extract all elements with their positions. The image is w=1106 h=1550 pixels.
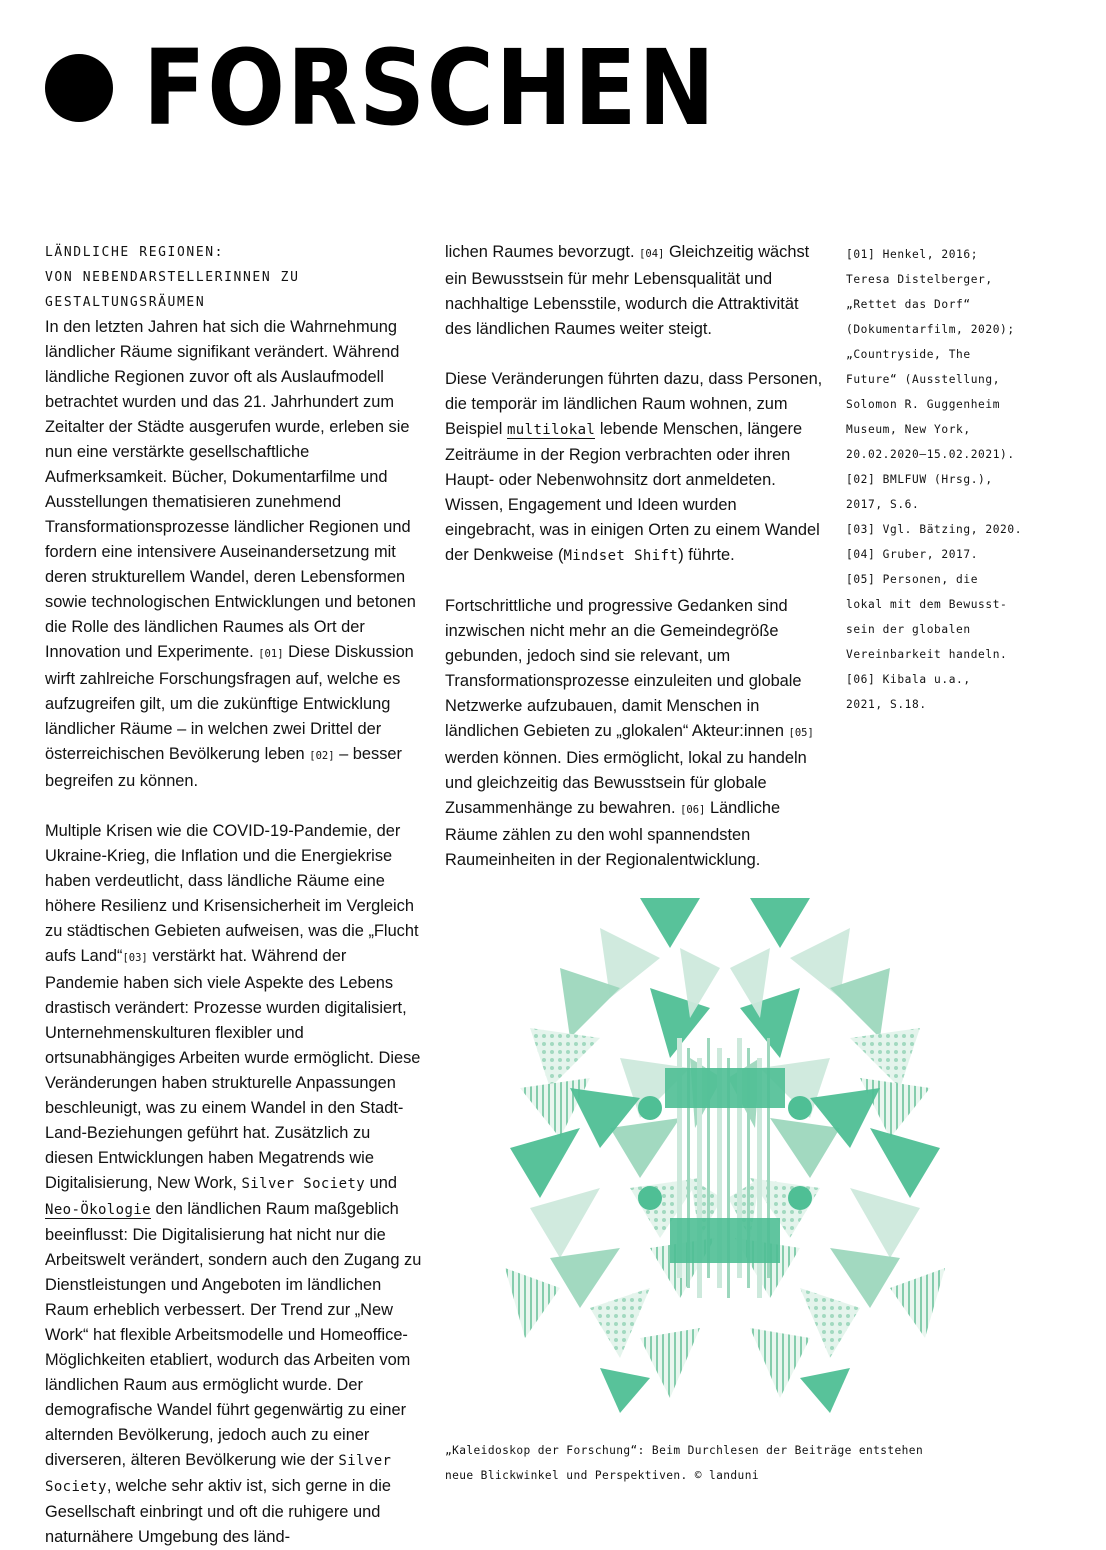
paragraph-text: , welche sehr aktiv ist, sich gerne in die Gesellschaft einbringt und oft die ruhigere und naturnähere Umgebung des länd- [45,1477,392,1546]
paragraph-text: lichen Raumes bevorzugt. [445,243,635,261]
kaleidoscope-triangle [510,1128,580,1198]
kaleidoscope-triangle [750,1328,810,1398]
footnote-line: Museum, New York, [846,423,971,436]
footnote-line: 20.02.2020–15.02.2021). [846,448,1015,461]
section-heading-line-3: GESTALTUNGSRÄUMEN [45,295,206,310]
kaleidoscope-triangle [640,898,700,948]
kaleidoscope-block [665,1068,785,1108]
footnote-line: Teresa Distelberger, [846,273,993,286]
footnote-line: „Countryside, The [846,348,971,361]
kaleidoscope-circle [638,1186,662,1210]
kaleidoscope-block [670,1218,780,1263]
paragraph-text: werden können. Dies ermöglicht, lokal zu handeln und gleichzeitig das Bewusstsein für globale Zusammenhänge zu bewahren. [445,749,807,817]
term-mindset-shift: Mindset Shift [563,548,679,564]
caption-line-2: neue Blickwinkel und Perspektiven. © landuni [445,1469,759,1482]
footnote-line: [05] Personen, die [846,573,979,586]
paragraph-text: verstärkt hat. Während der Pandemie haben sich viele Aspekte des Lebens drastisch verändert: Prozesse wurden digitalisiert, Unternehmenskulturen flexibler und ortsunabhängiges Arbeiten wurde ermöglicht. Diese Veränderungen haben strukturelle Anpassungen beschleunigt, was zu einem Wandel in den Stadt-Land-Beziehungen geführt hat. Zusätzlich zu diesen Entwicklungen haben Megatrends wie Digitalisierung, New Work, [45,947,421,1192]
kaleidoscope-triangle [550,1248,620,1308]
bullet-dot-icon [45,54,113,122]
kaleidoscope-triangle [590,1288,650,1358]
paragraph-text: Fortschrittliche und progressive Gedanken sind inzwischen nicht mehr an die Gemeindegröße gebunden, jedoch sind sie relevant, um Transformationsprozesse einzuleiten und globale Netzwerke aufzubauen, damit Menschen in ländlichen Gebieten zu „glokalen“ Akteur:innen [445,597,802,740]
footnote-ref: [02] [309,750,335,762]
paragraph-text: Diese Diskussion wirft zahlreiche Forschungsfragen auf, welche es aufzugreifen gilt, um die zukünftige Entwicklung ländlicher Räume – in welchen zwei Drittel der österreichischen Bevölkerung leben [45,643,414,763]
footnote-ref: [05] [788,727,814,739]
kaleidoscope-triangle [750,898,810,948]
term-silver-society: Silver Society [241,1176,366,1192]
paragraph-text: In den letzten Jahren hat sich die Wahrnehmung ländlicher Räume signifikant verändert. Während ländliche Regionen zuvor oft als Auslaufmodell betrachtet wurden und das 21. Jahrhundert zum Zeitalter der Städte ausgerufen wurde, erleben sie nun eine verstärkte gesellschaftliche Aufmerksamkeit. Bücher, Dokumentarfilme und Ausstellungen thematisieren zunehmend Transformationsprozesse ländlicher Regionen und fordern eine intensivere Auseinandersetzung mit deren strukturellem Wandel, deren Lebensformen sowie technologischen Entwicklungen und betonen die Rolle des ländlichen Raumes als Ort der Innovation und Experimente. [45,318,416,661]
footnote-line: „Rettet das Dorf“ [846,298,971,311]
footnote-line: lokal mit dem Bewusst- [846,598,1008,611]
footnote-line: [06] Kibala u.a., [846,673,971,686]
footnote-ref: [03] [122,952,148,964]
kaleidoscope-triangle [860,1078,930,1138]
section-heading-line-2: VON NEBENDARSTELLERINNEN ZU [45,270,300,285]
page-header [45,27,795,149]
term-neo-oekologie: Neo-Ökologie [45,1202,151,1218]
caption-line-1: „Kaleidoskop der Forschung“: Beim Durchlesen der Beiträge entstehen [445,1444,924,1457]
paragraph [445,594,823,873]
figure-caption [445,1438,1065,1488]
kaleidoscope-circle [788,1096,812,1120]
footnote-line: 2017, S.6. [846,498,920,511]
paragraph-text: Gleichzeitig wächst ein Bewusstsein für mehr Lebensqualität und nachhaltige Lebensstile, wodurch die Attraktivität des ländlichen Raumes weiter steigt. [445,243,810,338]
kaleidoscope-triangle [800,1288,860,1358]
kaleidoscope-triangle [890,1268,945,1338]
kaleidoscope-image [500,888,950,1420]
kaleidoscope-triangle [640,1328,700,1398]
paragraph-text: ) führte. [678,546,735,564]
footnote-line: Solomon R. Guggenheim [846,398,1001,411]
kaleidoscope-triangle [800,1368,850,1413]
kaleidoscope-triangle [600,1368,650,1413]
section-heading-line-1: LÄNDLICHE REGIONEN: [45,245,225,260]
page-title: FORSCHEN [143,27,717,149]
footnotes [846,242,1066,717]
footnote-line: [01] Henkel, 2016; [846,248,979,261]
paragraph-text: Multiple Krisen wie die COVID-19-Pandemie, der Ukraine-Krieg, die Inflation und die Energiekrise haben verdeutlicht, dass ländliche Räume eine höhere Resilienz und Krisensicherheit im Vergleich zu städtischen Gebieten aufweisen, was die „Flucht aufs Land“ [45,822,419,965]
paragraph-text: Diese Veränderungen führten dazu, dass Personen, die temporär im ländlichen Raum wohnen, zum Beispiel [445,370,823,438]
paragraph [445,367,823,569]
kaleidoscope-triangle [770,1118,840,1178]
kaleidoscope-circle [638,1096,662,1120]
paragraph [45,315,423,794]
footnote-line: sein der globalen [846,623,971,636]
kaleidoscope-circle [788,1186,812,1210]
footnote-ref: [01] [258,648,284,660]
paragraph-text: den ländlichen Raum maßgeblich beeinflusst: Die Digitalisierung hat nicht nur die Arbeitswelt verändert, sondern auch den Zugang zu Dienstleistungen und Angeboten im ländlichen Raum erheblich verbessert. Der Trend zur „New Work“ hat flexible Arbeitsmodelle und Homeoffice-Möglichkeiten etabliert, wodurch das Arbeiten vom ländlichen Raum aus ermöglicht wurde. Der demografische Wandel führt gegenwärtig zu einer alternden Bevölkerung, jedoch auch zu einer diverseren, älteren Bevölkerung wie der [45,1200,422,1469]
footnote-line: [04] Gruber, 2017. [846,548,979,561]
term-silver-society: Silver Society [45,1453,392,1495]
text-column-1 [45,240,423,1550]
footnote-line: Vereinbarkeit handeln. [846,648,1008,661]
paragraph [45,819,423,1550]
kaleidoscope-triangle [870,1128,940,1198]
footnote-line: [03] Vgl. Bätzing, 2020. [846,523,1023,536]
paragraph-text: lebende Menschen, längere Zeiträume in der Region verbrachten oder ihren Haupt- oder Nebenwohnsitz dort anmeldeten. Wissen, Engagement und Ideen wurden eingebracht, was in einigen Orten zu einem Wandel der Denkweise ( [445,420,820,564]
footnote-ref: [04] [639,248,665,260]
term-multilokal: multilokal [506,422,596,438]
paragraph-text: – besser begreifen zu können. [45,745,402,790]
paragraph-text: Ländliche Räume zählen zu den wohl spannendsten Raumeinheiten in der Regionalentwicklung. [445,799,781,869]
kaleidoscope-triangle [520,1078,590,1138]
paragraph [445,240,823,342]
paragraph-text: und [369,1174,397,1192]
kaleidoscope-triangle [830,1248,900,1308]
footnote-line: Future“ (Ausstellung, [846,373,1001,386]
text-column-2 [445,240,823,873]
footnote-ref: [06] [680,804,706,816]
kaleidoscope-triangle [505,1268,560,1338]
kaleidoscope-triangle [530,1188,600,1258]
footnote-line: (Dokumentarfilm, 2020); [846,323,1015,336]
kaleidoscope-illustration [500,888,950,1420]
footnote-line: 2021, S.18. [846,698,927,711]
kaleidoscope-triangle [850,1188,920,1258]
kaleidoscope-triangle [610,1118,680,1178]
footnote-line: [02] BMLFUW (Hrsg.), [846,473,993,486]
